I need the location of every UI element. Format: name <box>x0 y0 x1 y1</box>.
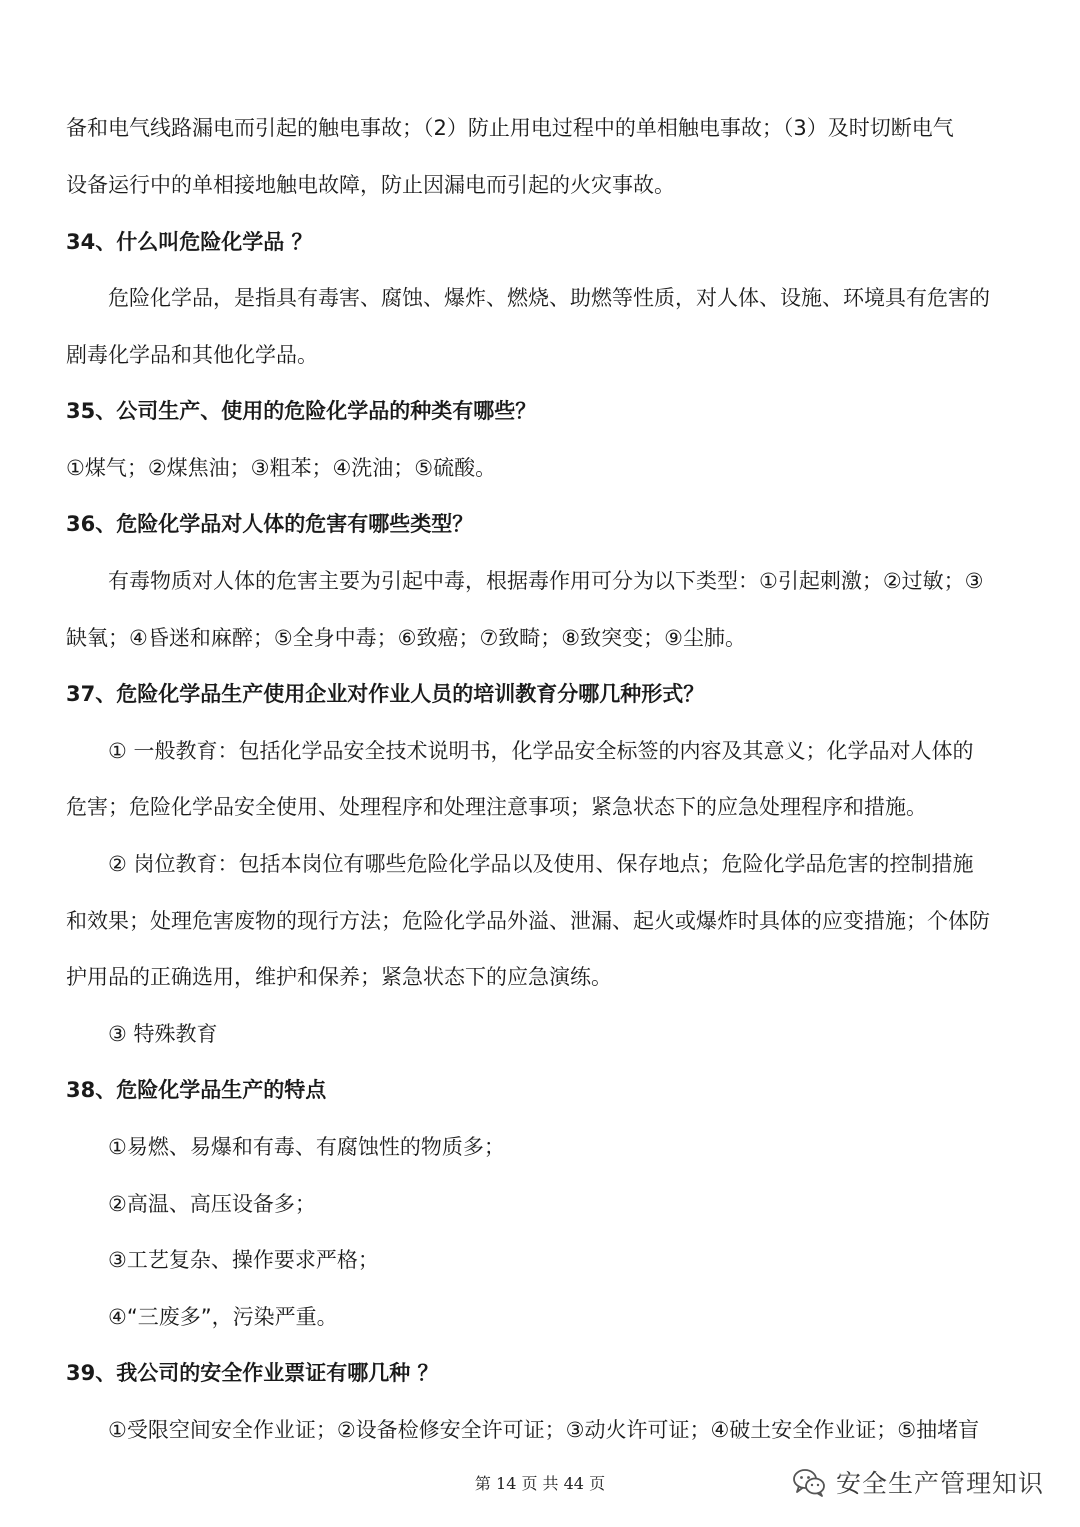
list-item: ①易燃、易爆和有毒、有腐蚀性的物质多； <box>108 1135 505 1159</box>
question-heading-39: 39、我公司的安全作业票证有哪几种 ？ <box>66 1361 439 1385</box>
body-text-line: ①煤气；②煤焦油；③粗苯；④洗油；⑤硫酸。 <box>66 456 497 480</box>
body-text-line: 剧毒化学品和其他化学品。 <box>66 343 318 367</box>
watermark <box>792 1460 1044 1504</box>
wechat-icon <box>792 1467 826 1497</box>
watermark-text: 安全生产管理知识 <box>835 1469 1044 1498</box>
question-heading-34: 34、什么叫危险化学品 ？ <box>66 230 313 254</box>
body-text-line: 备和电气线路漏电而引起的触电事故；（2）防止用电过程中的单相触电事故；（3）及时切断电气 <box>66 116 954 140</box>
question-heading-37: 37、危险化学品生产使用企业对作业人员的培训教育分哪几种形式？ <box>66 682 705 706</box>
body-text-line: 和效果；处理危害废物的现行方法；危险化学品外溢、泄漏、起火或爆炸时具体的应变措施；个体防 <box>66 909 990 933</box>
body-text-line: 护用品的正确选用，维护和保养；紧急状态下的应急演练。 <box>66 965 612 989</box>
question-heading-36: 36、危险化学品对人体的危害有哪些类型？ <box>66 512 474 536</box>
body-text-line: ③ 特殊教育 <box>108 1022 218 1046</box>
body-text-line: 有毒物质对人体的危害主要为引起中毒，根据毒作用可分为以下类型：①引起刺激；②过敏；③ <box>108 569 984 593</box>
question-heading-35: 35、公司生产、使用的危险化学品的种类有哪些？ <box>66 399 537 423</box>
list-item: ③工艺复杂、操作要求严格； <box>108 1248 379 1272</box>
body-text-line: 缺氧；④昏迷和麻醉；⑤全身中毒；⑥致癌；⑦致畸；⑧致突变；⑨尘肺。 <box>66 626 746 650</box>
question-heading-38: 38、危险化学品生产的特点 <box>66 1078 327 1102</box>
body-text-line: 设备运行中的单相接地触电故障，防止因漏电而引起的火灾事故。 <box>66 173 675 197</box>
list-item: ④“三废多”，污染严重。 <box>108 1305 338 1329</box>
body-text-line: ①受限空间安全作业证；②设备检修安全许可证；③动火许可证；④破土安全作业证；⑤抽堵盲 <box>108 1418 980 1442</box>
body-text-line: ② 岗位教育：包括本岗位有哪些危险化学品以及使用、保存地点；危险化学品危害的控制措施 <box>108 852 974 876</box>
body-text-line: ① 一般教育：包括化学品安全技术说明书，化学品安全标签的内容及其意义；化学品对人体的 <box>108 739 974 763</box>
page-number-footer: 第 14 页 共 44 页 <box>474 1474 606 1493</box>
list-item: ②高温、高压设备多； <box>108 1192 316 1216</box>
body-text-line: 危害；危险化学品安全使用、处理程序和处理注意事项；紧急状态下的应急处理程序和措施。 <box>66 795 927 819</box>
body-text-line: 危险化学品，是指具有毒害、腐蚀、爆炸、燃烧、助燃等性质，对人体、设施、环境具有危害的 <box>108 286 990 310</box>
